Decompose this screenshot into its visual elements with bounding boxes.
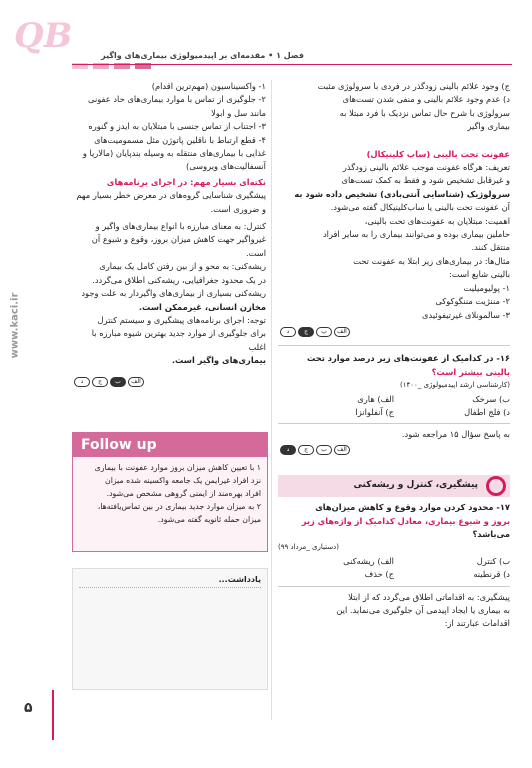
- text-line: غیرواگیر جهت کاهش میزان بروز، وقوع و شیوع آن است.: [91, 234, 266, 258]
- header-banner: [0, 16, 532, 68]
- header-title: فصل ۱ • مقدمه‌ای بر اپیدمیولوژی بیماری‌های واگیر: [101, 51, 304, 60]
- text-line: و غیرقابل تشخیص شود و فقط به کمک تست‌های: [341, 175, 510, 186]
- notes-label: یادداشت...: [218, 575, 261, 584]
- question-line: ۱۷- محدود کردن موارد وقوع و کاهش میزان‌های: [315, 502, 510, 513]
- eradication-paragraph: [72, 260, 266, 314]
- choice-be[interactable]: ب: [316, 445, 332, 455]
- choice-alef[interactable]: الف: [334, 445, 350, 455]
- list-item: غذایی با بیماری‌های منتقله به وسیله بندپایان (مالاریا و: [82, 148, 266, 159]
- definition-paragraph: [278, 161, 510, 215]
- option[interactable]: ب) کنترل: [476, 555, 510, 566]
- text-line: کنترل: به معنای مبارزه با انواع بیماری‌های واگیر و: [95, 221, 266, 232]
- followup-line: افراد بهره‌مند از ایمنی گروهی مشخص می‌شود.: [106, 489, 261, 498]
- control-paragraph: [72, 220, 266, 260]
- page-side-bar: [52, 690, 54, 740]
- choice-dal[interactable]: د: [280, 445, 296, 455]
- prevention-list: [72, 80, 266, 174]
- option[interactable]: الف) ریشه‌کنی: [343, 555, 394, 566]
- brand-logo: QB: [14, 16, 73, 56]
- question-17: [278, 501, 510, 581]
- text-line: بیماری‌های واگیر است.: [171, 355, 266, 366]
- followup-line: ۲ به میزان موارد جدید بیماری در بین تماس‌یافته‌ها،: [97, 502, 261, 511]
- top-lines: [278, 80, 510, 134]
- text-line: و ضروری است.: [210, 203, 266, 214]
- option[interactable]: ج) آنفلوانزا: [355, 406, 394, 417]
- choice-jim[interactable]: ج: [92, 377, 108, 387]
- page-number: ۵: [24, 700, 33, 716]
- answer-text: به پاسخ سؤال ۱۵ مراجعه شود.: [401, 429, 510, 440]
- list-item: مانند سل و ابولا: [211, 107, 266, 118]
- followup-header: Follow up: [73, 433, 267, 457]
- option[interactable]: د) فلج اطفال: [464, 406, 510, 417]
- text-line: سرولوژیک (شناسایی آنتی‌بادی) تشخیص داده شود به: [294, 188, 510, 199]
- choice-jim[interactable]: ج: [298, 327, 314, 337]
- text-line: تعریف: هرگاه عفونت موجب علائم بالینی زودگذر: [342, 162, 510, 173]
- text-line: برای جلوگیری از موارد جدید بهترین شیوه مبارزه با اغلب: [91, 328, 266, 352]
- list-item: ۳- اجتناب از تماس جنسی با مبتلایان به ایدز و گنوره: [88, 121, 266, 132]
- text-line: نکته‌ای بسیار مهم: در اجرای برنامه‌های: [106, 176, 266, 187]
- option[interactable]: ج) حذف: [364, 569, 394, 580]
- text-line: آن عفونت تحت بالینی یا ساب‌کلینیکال گفته می‌شود.: [330, 202, 510, 213]
- header-line: [72, 64, 512, 65]
- question-line: بالینی بیشتر است؟: [431, 366, 510, 377]
- list-item: آنسفالیت‌های ویروسی): [186, 161, 266, 172]
- text-line: بالینی شایع است:: [449, 269, 510, 280]
- list-item: ۴- قطع ارتباط با ناقلین پاتوژن مثل مسمومیت‌های: [94, 134, 266, 145]
- attention-paragraph: [72, 314, 266, 368]
- text-line: پیشگیری شناسایی گروه‌های در معرض خطر بسیار مهم: [76, 190, 266, 201]
- choice-alef[interactable]: الف: [334, 327, 350, 337]
- option[interactable]: ب) سرخک: [472, 393, 510, 404]
- followup-line: میزان حمله ثانویه گفته می‌شود.: [157, 515, 261, 524]
- choice-dal[interactable]: د: [74, 377, 90, 387]
- text-line: بیماری واگیر: [467, 121, 510, 132]
- text-line: د) عدم وجود علائم بالینی و منفی شدن تست‌های: [342, 94, 510, 105]
- question-source: (دستیاری _مرداد ۹۹): [278, 543, 339, 552]
- choice-be[interactable]: ب: [110, 377, 126, 387]
- notes-box: [72, 568, 268, 690]
- list-item: ۳- سالمونلای غیرتیفوئیدی: [422, 309, 510, 320]
- text-line: در یک محدود جغرافیایی، ریشه‌کنی اطلاق می‌گردد.: [92, 274, 266, 285]
- followup-box: [72, 432, 268, 552]
- text-line: ریشه‌کنی بسیاری از بیماری‌های واگیردار به علت وجود: [81, 288, 266, 299]
- choice-be[interactable]: ب: [316, 327, 332, 337]
- text-line: اهمیت: مبتلایان به عفونت‌های تحت بالینی،: [364, 215, 510, 226]
- list-item: ۱- واکسیناسیون (مهم‌ترین اقدام): [151, 81, 266, 91]
- text-line: ریشه‌کنی: به محو و از بین رفتن کامل یک بیماری: [99, 261, 266, 272]
- answer-pills-3: [72, 376, 266, 389]
- column-divider: [271, 80, 272, 720]
- section-title-prevention: پیشگیری، کنترل و ریشه‌کنی: [353, 480, 478, 491]
- question-source: (کارشناسی ارشد اپیدمیولوژی _۱۴۰۰): [400, 381, 510, 390]
- examples-paragraph: [278, 255, 510, 322]
- followup-line: ۱ با تعیین کاهش میزان بروز موارد عفونت با بیماری: [94, 463, 261, 472]
- divider: [278, 345, 510, 346]
- text-line: به بیماری یا ایجاد اپیدمی آن جلوگیری می‌نماید. این: [336, 605, 510, 615]
- section-title-subclinical: عفونت تحت بالینی (ساب کلینیکال): [366, 148, 510, 159]
- question-line: بروز و شیوع بیماری، معادل کدامیک از واژه‌های زیر: [301, 515, 510, 526]
- prevention-paragraph: [278, 591, 510, 631]
- question-16: [278, 352, 510, 441]
- website-label: www.kaci.ir: [9, 292, 21, 359]
- text-line: منتقل کنند.: [471, 242, 510, 253]
- text-line: توجه: اجرای برنامه‌های پیشگیری و سیستم کنترل: [97, 314, 266, 325]
- left-column: [72, 80, 266, 389]
- question-line: ۱۶- در کدامیک از عفونت‌های زیر درصد موارد تحت: [306, 353, 510, 364]
- followup-line: نزد افراد غیرایمن یک جامعه واکسینه شده میزان: [104, 476, 261, 485]
- text-line: مخازن انسانی، غیرممکن است.: [138, 301, 266, 312]
- text-line: پیشگیری: به اقداماتی اطلاق می‌گردد که از ابتلا: [348, 591, 510, 602]
- target-icon: [486, 476, 506, 496]
- answer-pills-2: [278, 444, 510, 457]
- importance-paragraph: [278, 215, 510, 255]
- text-line: سرولوژی با شرح حال تماس نزدیک با فرد مبتلا به: [339, 107, 510, 118]
- section-banner-prevention: [278, 475, 510, 497]
- question-line: می‌باشد؟: [472, 528, 510, 539]
- text-line: مثال‌ها: در بیماری‌های زیر ابتلا به عفونت تحت: [353, 255, 510, 266]
- option[interactable]: د) قرنطینه: [473, 569, 510, 580]
- text-line: ج) وجود علائم بالینی زودگذر در فردی با سرولوژی مثبت: [317, 81, 510, 91]
- text-line: حاملین بیماری بوده و می‌توانند بیماری را به سایر افراد: [322, 229, 510, 240]
- list-item: ۲- مننژیت مننگوکوکی: [435, 296, 510, 307]
- answer-pills-1: [278, 326, 510, 339]
- list-item: ۲- جلوگیری از تماس با موارد بیماری‌های حاد عفونی: [88, 94, 266, 105]
- note-paragraph: [72, 176, 266, 216]
- choice-dal[interactable]: د: [280, 327, 296, 337]
- list-item: ۱- پولیومیلیت: [463, 282, 510, 293]
- choice-jim[interactable]: ج: [298, 445, 314, 455]
- option[interactable]: الف) هاری: [357, 393, 394, 404]
- right-column: [278, 80, 510, 631]
- text-line: اقدامات عبارتند از:: [444, 618, 510, 629]
- choice-alef[interactable]: الف: [128, 377, 144, 387]
- notes-dotted-line: [79, 586, 261, 588]
